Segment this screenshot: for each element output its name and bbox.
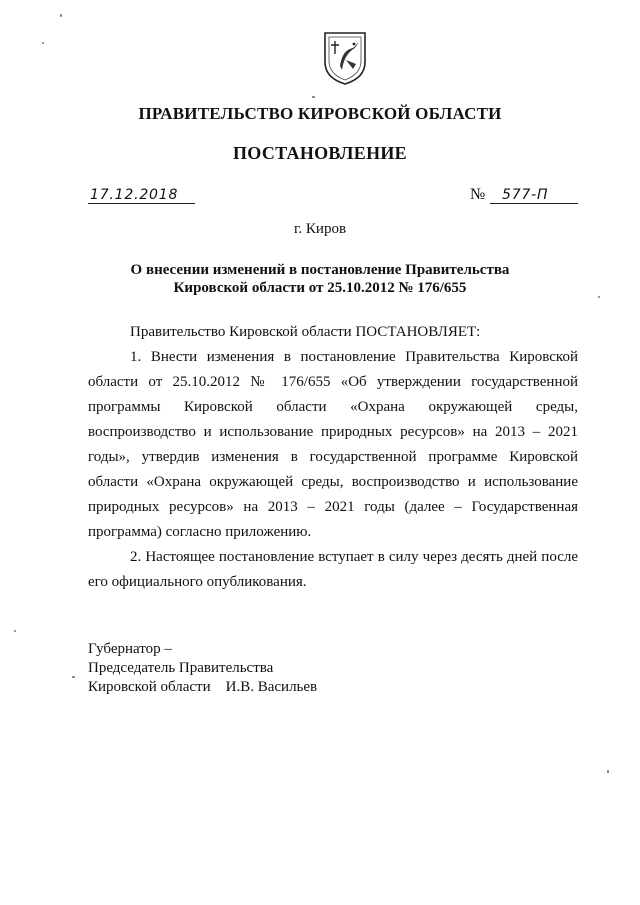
signature-line-2: Председатель Правительства [88, 660, 274, 676]
scan-speck [72, 676, 75, 678]
signature-line-1: Губернатор – [88, 641, 172, 657]
number-sign: № [470, 186, 486, 203]
city: г. Киров [293, 221, 347, 237]
scan-speck [598, 296, 600, 298]
document-type-title: ПОСТАНОВЛЕНИЕ [233, 143, 407, 163]
body-intro: Правительство Кировской области ПОСТАНОВЛЯЕТ: [130, 324, 481, 340]
body-paragraph-1: 1. Внести изменения в постановление Правительства Кировской области от 25.10.2012 № 176/655 «Об утверждении государственной программы Кировской области «Охрана окружающей среды, воспроизводство и использование природных ресурсов» на 2013 – 2021 годы», утвердив изменения в государственной программе Кировской области «Охрана окружающей среды, воспроизводство и использование природных ресурсов» на 2013 – 2021 годы (далее – Государственная программа) согласно приложению. [88, 349, 578, 540]
subject-line-2: Кировской области от 25.10.2012 № 176/655 [173, 280, 467, 296]
scan-speck [42, 42, 44, 44]
signature-line-3 [88, 678, 317, 697]
scan-speck [607, 770, 609, 773]
scan-speck [60, 14, 62, 17]
government-name: ПРАВИТЕЛЬСТВО КИРОВСКОЙ ОБЛАСТИ [138, 104, 502, 123]
signature-block [88, 640, 317, 697]
signature-org: Кировской области [88, 679, 211, 695]
decree-date: 17.12.2018 [88, 187, 195, 204]
body-paragraph-2: 2. Настоящее постановление вступает в силу через десять дней после его официального опубликования. [88, 549, 578, 590]
scan-speck [14, 630, 16, 632]
kirov-oblast-coat-of-arms-icon [322, 30, 368, 86]
signatory-name: И.В. Васильев [225, 679, 318, 695]
decree-subject [0, 261, 640, 297]
decree-body [88, 320, 578, 595]
decree-number: 577-П [490, 187, 578, 204]
scan-speck [312, 96, 315, 98]
subject-line-1: О внесении изменений в постановление Правительства [130, 262, 510, 278]
